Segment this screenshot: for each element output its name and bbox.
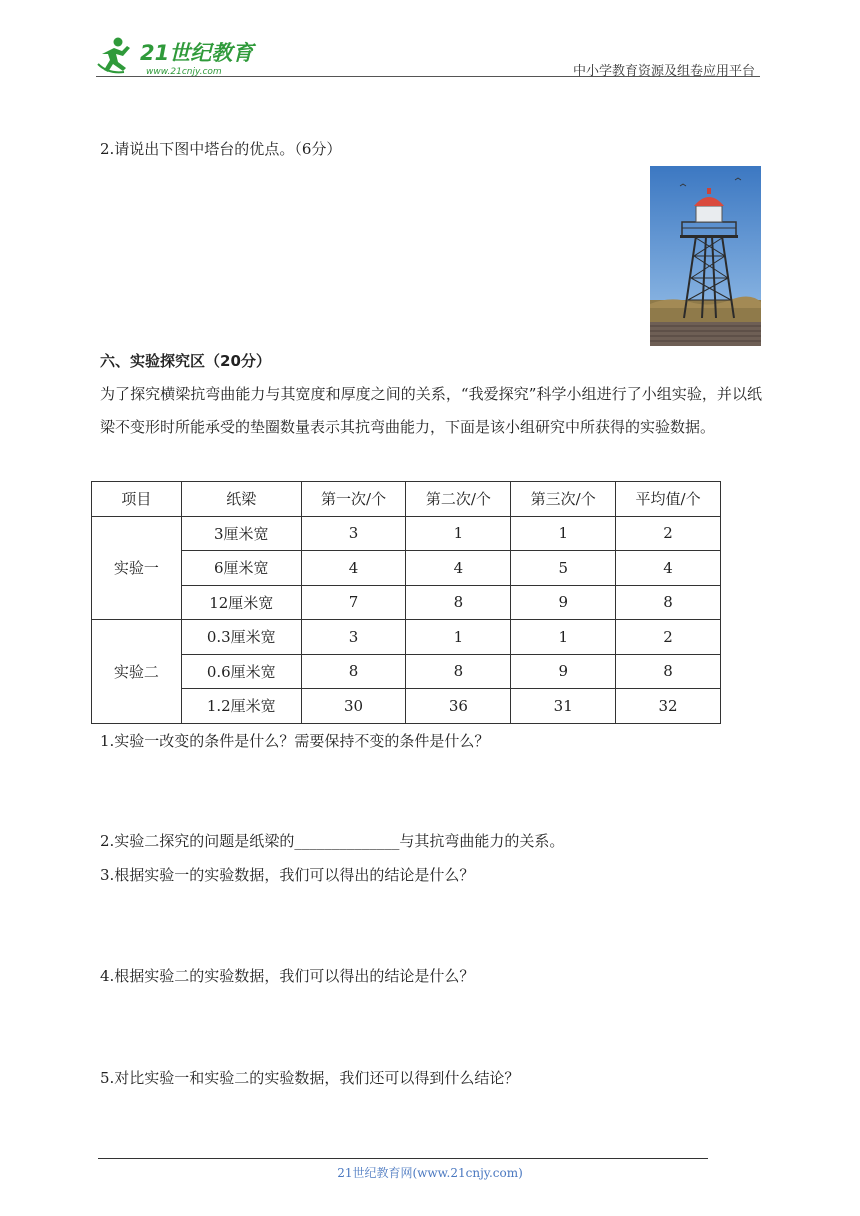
section-6-intro: 为了探究横梁抗弯曲能力与其宽度和厚度之间的关系，“我爱探究”科学小组进行了小组实验，并以纸梁不变形时所能承受的垫圈数量表示其抗弯曲能力，下面是该小组研究中所获得的实验数据。 <box>100 385 762 436</box>
section-6-title: 六、实验探究区（20分） <box>100 352 271 370</box>
header-divider <box>96 76 760 77</box>
table-header-cell: 纸梁 <box>181 482 301 517</box>
table-row <box>92 551 721 586</box>
table-cell: 2 <box>616 620 721 655</box>
table-row <box>92 516 721 551</box>
table-cell: 3厘米宽 <box>181 516 301 551</box>
sub-question-5: 5.对比实验一和实验二的实验数据，我们还可以得到什么结论？ <box>100 1069 520 1087</box>
site-logo <box>96 34 266 78</box>
table-row <box>92 620 721 655</box>
table-cell: 4 <box>301 551 406 586</box>
table-row <box>92 689 721 724</box>
table-cell: 6厘米宽 <box>181 551 301 586</box>
question-2: 2.请说出下图中塔台的优点。（6分） <box>100 140 342 158</box>
table-cell: 31 <box>511 689 616 724</box>
table-cell: 1 <box>406 620 511 655</box>
table-cell: 30 <box>301 689 406 724</box>
table-row <box>92 585 721 620</box>
table-cell: 4 <box>406 551 511 586</box>
table-header-cell: 第三次/个 <box>511 482 616 517</box>
table-cell: 1 <box>511 620 616 655</box>
table-cell: 1 <box>511 516 616 551</box>
table-header-cell: 平均值/个 <box>616 482 721 517</box>
table-cell: 8 <box>301 654 406 689</box>
table-header-cell: 第一次/个 <box>301 482 406 517</box>
table-cell: 9 <box>511 654 616 689</box>
sub-question-3: 3.根据实验一的实验数据，我们可以得出的结论是什么？ <box>100 866 475 884</box>
sub-question-1: 1.实验一改变的条件是什么？需要保持不变的条件是什么？ <box>100 732 490 750</box>
table-header-cell: 项目 <box>92 482 182 517</box>
table-cell: 8 <box>616 654 721 689</box>
sub-question-4: 4.根据实验二的实验数据，我们可以得出的结论是什么？ <box>100 967 475 985</box>
experiment-data-table <box>91 481 721 724</box>
table-header-row <box>92 482 721 517</box>
table-cell: 1.2厘米宽 <box>181 689 301 724</box>
table-header-cell: 第二次/个 <box>406 482 511 517</box>
table-cell: 0.6厘米宽 <box>181 654 301 689</box>
table-cell: 2 <box>616 516 721 551</box>
sub-question-2: 2.实验二探究的问题是纸梁的______________与其抗弯曲能力的关系。 <box>100 832 565 850</box>
table-cell: 0.3厘米宽 <box>181 620 301 655</box>
table-row <box>92 654 721 689</box>
footer-divider <box>98 1158 708 1159</box>
table-cell: 3 <box>301 620 406 655</box>
logo-url: www.21cnjy.com <box>146 67 222 77</box>
table-cell: 1 <box>406 516 511 551</box>
footer-text: 21世纪教育网(www.21cnjy.com) <box>337 1166 523 1180</box>
table-cell: 8 <box>406 654 511 689</box>
logo-text: 21世纪教育 <box>140 41 254 65</box>
table-cell: 32 <box>616 689 721 724</box>
table-cell: 36 <box>406 689 511 724</box>
table-cell: 8 <box>406 585 511 620</box>
group-label: 实验一 <box>92 516 182 620</box>
lighthouse-image <box>650 166 761 346</box>
header-tagline: 中小学教育资源及组卷应用平台 <box>572 64 755 79</box>
table-cell: 12厘米宽 <box>181 585 301 620</box>
table-cell: 8 <box>616 585 721 620</box>
table-cell: 3 <box>301 516 406 551</box>
table-cell: 4 <box>616 551 721 586</box>
table-cell: 5 <box>511 551 616 586</box>
table-cell: 9 <box>511 585 616 620</box>
table-cell: 7 <box>301 585 406 620</box>
group-label: 实验二 <box>92 620 182 724</box>
